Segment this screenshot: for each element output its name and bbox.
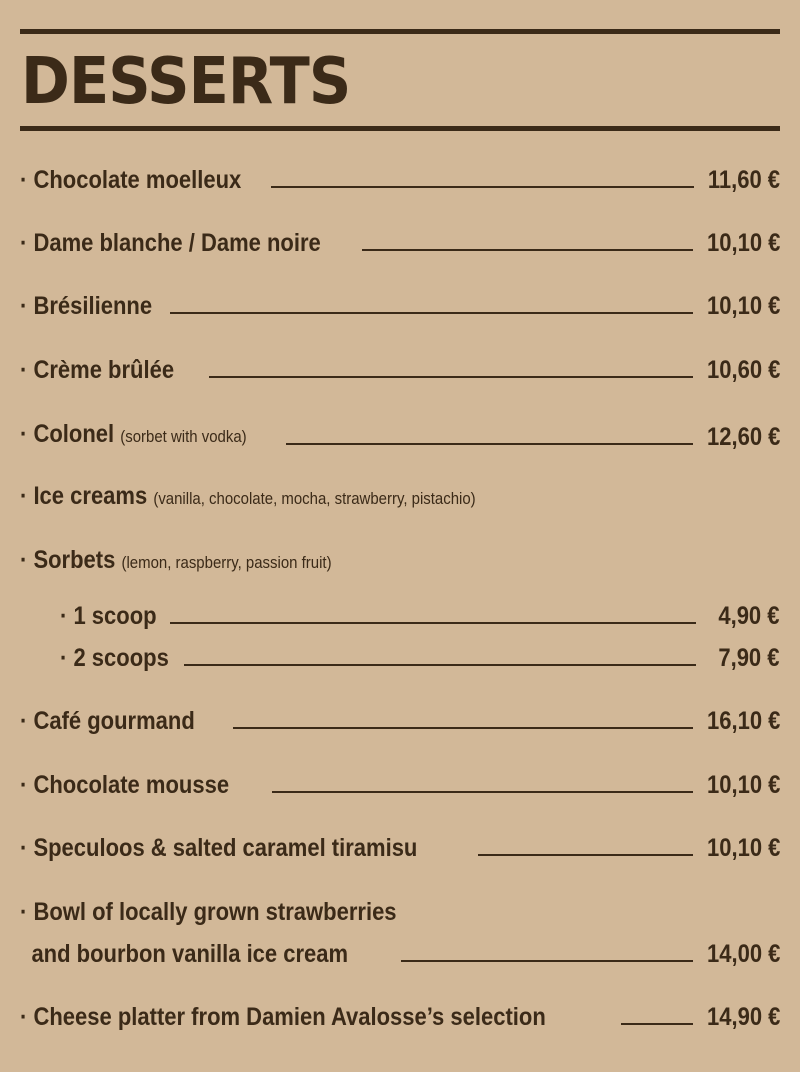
option-price: 7,90 € (718, 644, 780, 672)
item-label: Crème brûlée (33, 356, 175, 384)
item-note: (sorbet with vodka) (120, 427, 247, 446)
item-label: Speculoos & salted caramel tiramisu (33, 834, 418, 862)
bullet: · (20, 546, 28, 574)
bullet: · (60, 644, 68, 672)
bullet: · (20, 356, 28, 384)
bullet: · (20, 482, 28, 510)
bullet: · (20, 1003, 28, 1031)
menu-item-chocolate-moelleux (20, 164, 780, 196)
item-name (20, 832, 417, 864)
item-label: Chocolate mousse (33, 771, 230, 799)
item-name (20, 1001, 546, 1033)
item-price: 14,00 € (706, 940, 780, 968)
menu-item-strawberries-line2 (20, 938, 780, 970)
item-label: Colonel (33, 420, 115, 448)
item-name (20, 480, 476, 515)
item-note: (lemon, raspberry, passion fruit) (121, 553, 332, 572)
menu-item-sorbets (20, 544, 780, 579)
leader-line (170, 310, 693, 314)
item-name (20, 354, 174, 386)
item-name-continued: and bourbon vanilla ice cream (31, 940, 349, 968)
item-note: (vanilla, chocolate, mocha, strawberry, pistachio) (153, 489, 476, 508)
bullet: · (20, 229, 28, 257)
bullet: · (20, 420, 28, 448)
menu-item-cafe-gourmand (20, 705, 780, 737)
option-name (60, 642, 169, 674)
item-price: 10,10 € (706, 771, 780, 799)
item-label: Brésilienne (33, 292, 153, 320)
bullet: · (20, 166, 28, 194)
leader-line (209, 374, 693, 378)
top-rule (20, 29, 780, 34)
bullet: · (20, 834, 28, 862)
option-price: 4,90 € (718, 602, 780, 630)
item-label: Café gourmand (33, 707, 195, 735)
leader-line (478, 852, 693, 856)
leader-line (362, 247, 693, 251)
menu-item-chocolate-mousse (20, 769, 780, 801)
option-label: 2 scoops (73, 644, 169, 672)
item-price: 14,90 € (706, 1003, 780, 1031)
item-name (20, 164, 241, 196)
title-rule (20, 126, 780, 131)
item-label: Sorbets (33, 546, 116, 574)
item-name (20, 769, 229, 801)
leader-line (170, 620, 697, 624)
item-price: 10,10 € (706, 229, 780, 257)
item-price: 11,60 € (707, 166, 780, 194)
item-price: 10,60 € (706, 356, 780, 384)
item-price: 12,60 € (706, 423, 780, 451)
item-price: 16,10 € (706, 707, 780, 735)
item-label: Chocolate moelleux (33, 166, 242, 194)
menu-item-strawberries-line1 (20, 896, 780, 928)
menu-item-colonel (20, 418, 780, 453)
bullet: · (60, 602, 68, 630)
item-label: Bowl of locally grown strawberries (33, 898, 397, 926)
item-price: 10,10 € (706, 292, 780, 320)
menu-item-tiramisu (20, 832, 780, 864)
leader-line (401, 958, 693, 962)
option-name (60, 600, 157, 632)
leader-line (286, 441, 693, 445)
option-label: 1 scoop (73, 602, 157, 630)
menu-item-creme-brulee (20, 354, 780, 386)
item-name (20, 705, 195, 737)
item-name (20, 418, 247, 453)
item-name (20, 290, 152, 322)
item-label: Ice creams (33, 482, 148, 510)
page-title: DESSERTS (21, 45, 351, 119)
menu-item-bresilienne (20, 290, 780, 322)
item-name (20, 227, 321, 259)
leader-line (184, 662, 697, 666)
item-name (20, 544, 332, 579)
bullet: · (20, 898, 28, 926)
item-name (20, 896, 397, 928)
item-price: 10,10 € (706, 834, 780, 862)
menu-item-dame-blanche (20, 227, 780, 259)
bullet: · (20, 292, 28, 320)
bullet: · (20, 707, 28, 735)
leader-line (621, 1021, 692, 1025)
sorbet-option-1-scoop (60, 600, 780, 632)
sorbet-option-2-scoops (60, 642, 780, 674)
item-label: Cheese platter from Damien Avalosse’s selection (33, 1003, 546, 1031)
menu-item-cheese-platter (20, 1001, 780, 1033)
leader-line (233, 725, 693, 729)
leader-line (272, 789, 693, 793)
leader-line (271, 184, 694, 188)
item-label: Dame blanche / Dame noire (33, 229, 321, 257)
bullet: · (20, 771, 28, 799)
menu-item-ice-creams (20, 480, 780, 515)
